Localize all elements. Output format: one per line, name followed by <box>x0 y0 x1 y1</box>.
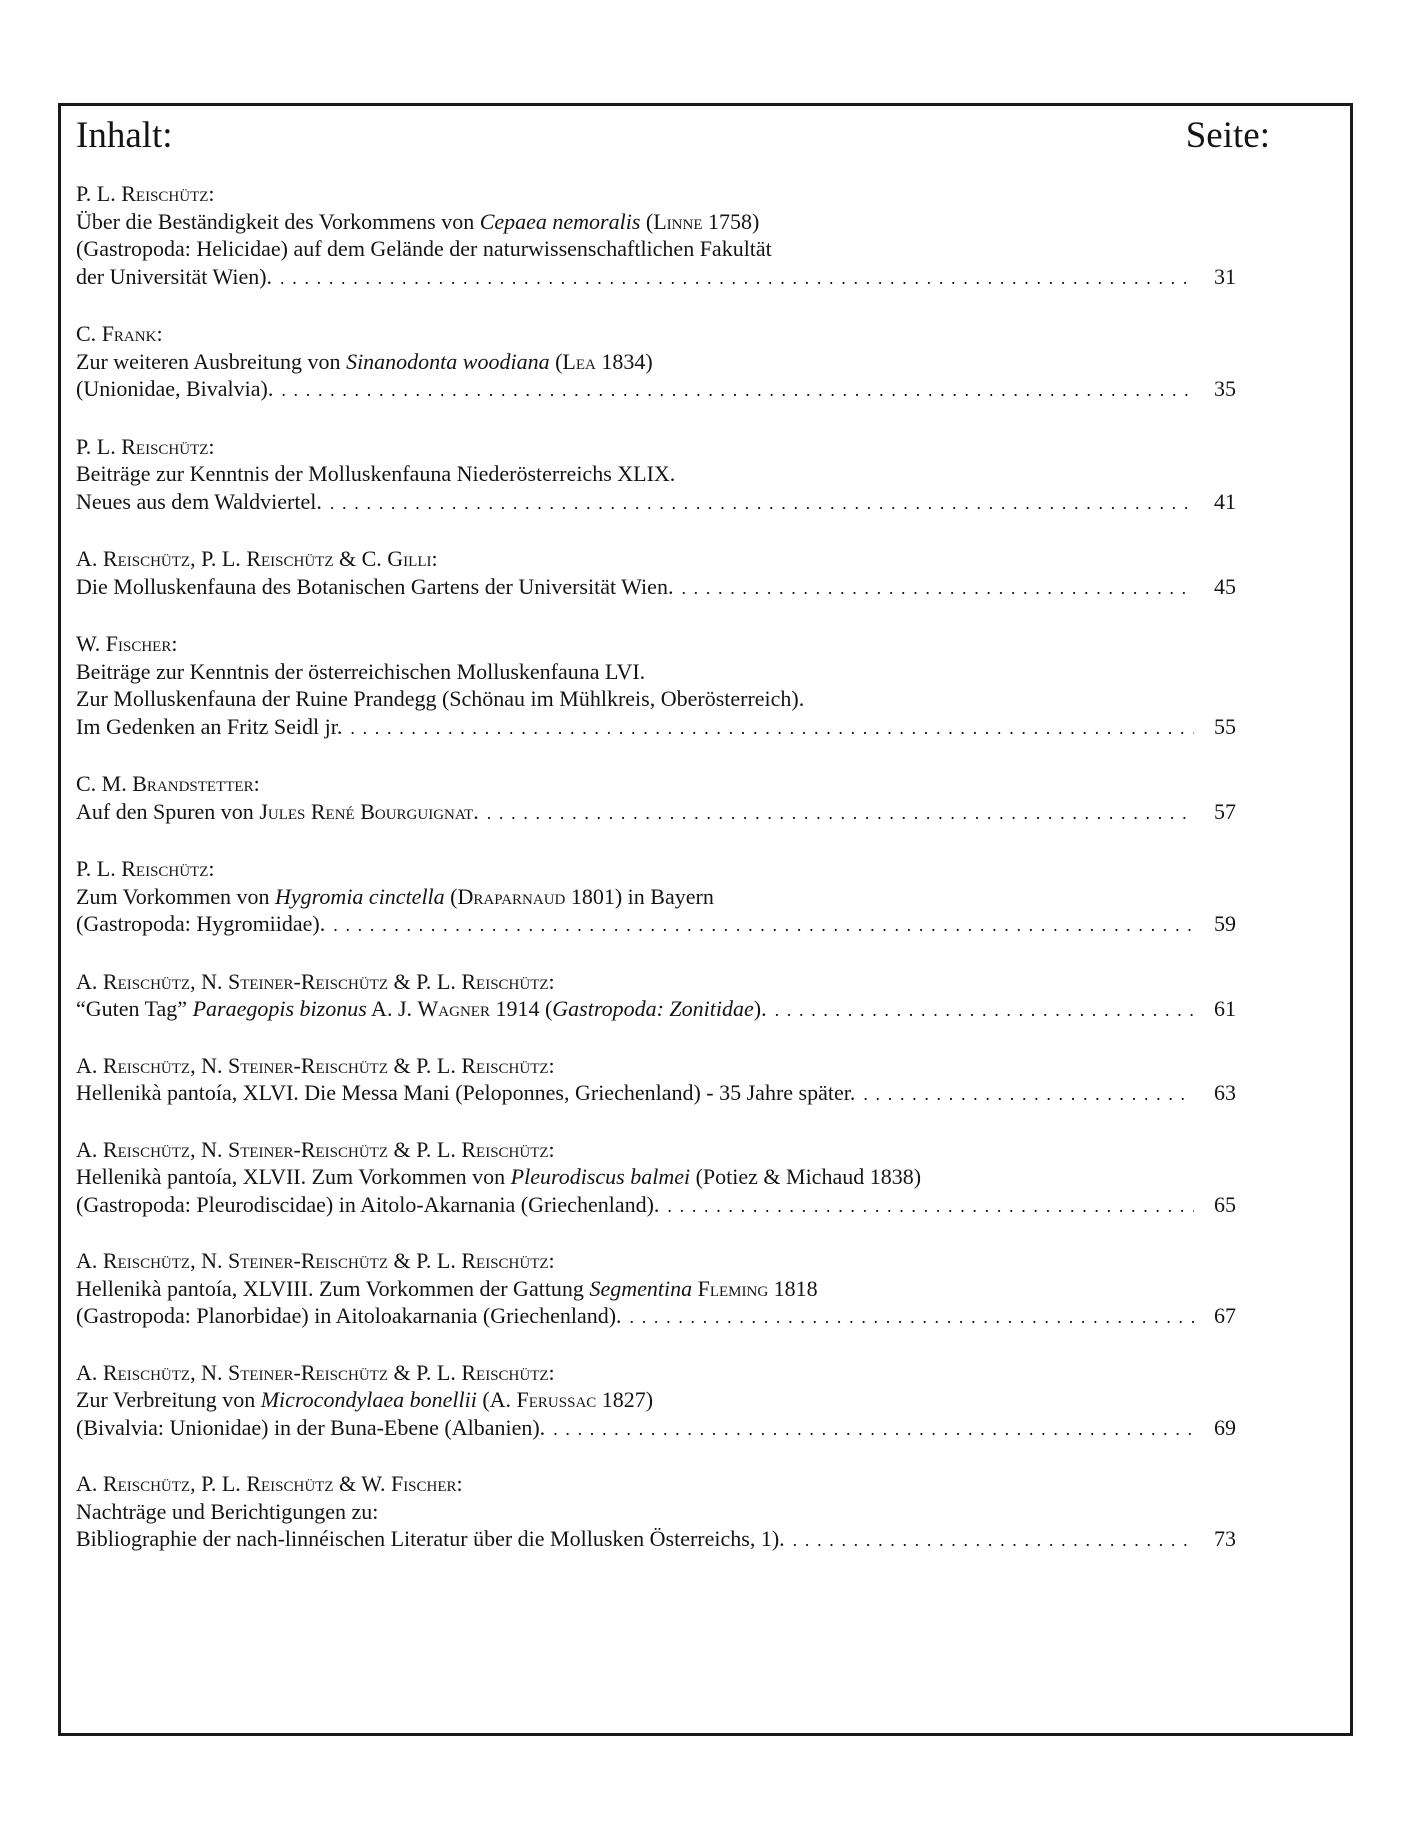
dot-leader <box>330 490 1194 518</box>
toc-entry <box>76 1359 1236 1444</box>
toc-entry <box>76 433 1236 518</box>
entry-title-line <box>76 883 1236 911</box>
title-text <box>76 713 342 741</box>
author-surname: Reischütz <box>461 1136 549 1162</box>
author-surname: Reischütz <box>102 1052 191 1078</box>
title-text <box>76 1414 545 1442</box>
entry-authors <box>76 433 1236 461</box>
entry-title-line <box>76 1525 1236 1555</box>
title-segment: “Guten Tag” <box>76 996 193 1021</box>
dot-leader <box>667 1193 1194 1221</box>
title-segment: 1914 ( <box>489 996 553 1021</box>
title-segment: Bibliographie der nach-linnéischen Literatur über die Mollusken Österreichs, 1). <box>76 1526 785 1551</box>
author-text: & P. L. <box>388 968 462 994</box>
title-segment: 1827) <box>596 1387 654 1412</box>
title-text <box>76 1387 653 1412</box>
author-surname: Steiner-Reischütz <box>227 968 389 994</box>
author-text: : <box>548 1248 555 1273</box>
title-segment: der Universität Wien). <box>76 263 273 289</box>
page-number: 35 <box>1214 376 1236 401</box>
entry-authors <box>76 855 1236 883</box>
title-segment: Nachträge und Berichtigungen zu: <box>76 1498 379 1524</box>
toc-entry <box>76 1247 1236 1332</box>
author-text: & C. <box>333 546 388 571</box>
page-column-heading: Seite: <box>1185 115 1270 156</box>
author-text: A. <box>76 1248 103 1273</box>
author-surname: Reischütz <box>461 1248 549 1273</box>
title-segment: (Gastropoda: Hygromiidae). <box>76 911 326 936</box>
title-segment: Die Molluskenfauna des Botanischen Gartens der Universität Wien. <box>76 573 674 599</box>
toc-entry <box>76 968 1236 1025</box>
entry-authors <box>76 320 1236 348</box>
author-surname: Steiner-Reischütz <box>227 1052 389 1078</box>
title-segment: Über die Beständigkeit des Vorkommens von <box>76 208 480 234</box>
page-number: 73 <box>1214 1526 1236 1551</box>
author-text: A. <box>76 1052 103 1078</box>
author-text: , N. <box>190 1052 228 1078</box>
entry-authors <box>76 1247 1236 1275</box>
entry-title-line <box>76 1275 1236 1303</box>
author-text: : <box>156 321 163 346</box>
title-text <box>76 798 479 826</box>
author-surname: Reischütz <box>121 856 209 881</box>
author-text: & W. <box>333 1471 391 1496</box>
page-number: 69 <box>1214 1414 1236 1440</box>
title-segment: (A. <box>476 1387 517 1412</box>
dot-leader <box>630 1304 1194 1332</box>
title-segment: ( <box>444 883 458 909</box>
title-segment: 1801) in Bayern <box>565 883 714 909</box>
dot-leader <box>553 1416 1194 1444</box>
title-text <box>76 263 272 291</box>
title-text <box>76 659 645 684</box>
dot-leader <box>775 997 1194 1025</box>
title-segment: (Unionidae, Bivalvia). <box>76 376 274 401</box>
author-text: , N. <box>190 968 228 994</box>
author-surname: Fischer <box>390 1471 457 1496</box>
author-text: P. L. <box>76 181 122 206</box>
title-segment: 1758) <box>702 208 760 234</box>
author-text: , N. <box>190 1136 228 1162</box>
title-text <box>76 1164 921 1189</box>
page-number: 63 <box>1214 1080 1236 1105</box>
entry-title-line <box>76 1498 1236 1526</box>
author-name: Jules René Bourguignat <box>259 798 474 824</box>
page-number: 67 <box>1214 1303 1236 1328</box>
author-text: A. <box>76 1359 103 1385</box>
author-text: : <box>548 1136 555 1162</box>
entry-title-line <box>76 1302 1236 1332</box>
author-name: Draparnaud <box>457 883 566 909</box>
taxon-name: Segmentina <box>589 1275 693 1301</box>
author-name: Wagner <box>417 996 490 1021</box>
title-segment: (Gastropoda: Helicidae) auf dem Gelände der naturwissenschaftlichen Fakultät <box>76 236 772 261</box>
title-segment: Zur Verbreitung von <box>76 1387 261 1412</box>
title-segment: 1834) <box>595 348 653 374</box>
author-text: W. <box>76 631 106 656</box>
title-segment: Beiträge zur Kenntnis der Molluskenfauna Niederösterreichs XLIX. <box>76 461 676 486</box>
title-text <box>76 1302 622 1330</box>
page-number: 41 <box>1214 488 1236 514</box>
title-segment: Neues aus dem Waldviertel. <box>76 488 322 514</box>
title-segment: Zur Molluskenfauna der Ruine Prandegg (Schönau im Mühlkreis, Oberösterreich). <box>76 686 805 711</box>
entry-authors <box>76 1359 1236 1387</box>
dot-leader <box>350 715 1194 743</box>
taxon-name: Hygromia cinctella <box>275 883 445 909</box>
title-text <box>76 884 714 909</box>
entry-authors <box>76 545 1236 573</box>
author-text: : <box>548 968 555 994</box>
author-text: A. <box>76 1471 103 1496</box>
toc-entry <box>76 1470 1236 1555</box>
page-number: 31 <box>1214 263 1236 289</box>
toc-entry <box>76 770 1236 827</box>
author-text: : <box>431 546 438 571</box>
author-surname: Gilli <box>387 546 432 571</box>
author-name: Ferussac <box>516 1387 597 1412</box>
author-surname: Steiner-Reischütz <box>227 1359 389 1385</box>
entry-authors <box>76 968 1236 996</box>
title-segment: (Bivalvia: Unionidae) in der Buna-Ebene (Albanien). <box>76 1414 546 1440</box>
title-text <box>76 995 767 1023</box>
page-number: 57 <box>1214 798 1236 824</box>
author-text: : <box>253 771 260 796</box>
title-text <box>76 375 273 403</box>
title-segment: Hellenikà pantoía, XLVII. Zum Vorkommen von <box>76 1164 511 1189</box>
entry-authors <box>76 1052 1236 1080</box>
author-surname: Reischütz <box>246 1471 334 1496</box>
entry-title-line <box>76 375 1236 405</box>
toc-entry <box>76 630 1236 742</box>
author-surname: Reischütz <box>246 546 334 571</box>
title-text <box>76 488 322 516</box>
dot-leader <box>281 377 1194 405</box>
author-text: , N. <box>190 1248 228 1273</box>
author-text: : <box>548 1052 555 1078</box>
author-surname: Reischütz <box>102 1248 191 1273</box>
taxon-name: Sinanodonta woodiana <box>346 348 550 374</box>
entry-title-line <box>76 1163 1236 1191</box>
author-text: A. <box>76 1136 103 1162</box>
entry-title-line <box>76 208 1236 236</box>
entry-title-line <box>76 1079 1236 1109</box>
author-text: , P. L. <box>190 546 247 571</box>
title-segment: Beiträge zur Kenntnis der österreichischen Molluskenfauna LVI. <box>76 658 646 684</box>
title-text <box>76 910 325 938</box>
entry-title-line <box>76 995 1236 1025</box>
contents-heading: Inhalt: <box>76 115 173 156</box>
toc-entry <box>76 1136 1236 1221</box>
title-segment: A. J. <box>366 996 418 1021</box>
entry-authors <box>76 1136 1236 1164</box>
title-segment: 1818 <box>768 1275 818 1301</box>
page-number: 65 <box>1214 1191 1236 1217</box>
entry-title-line <box>76 658 1236 686</box>
title-segment: ). <box>753 996 767 1021</box>
author-surname: Reischütz <box>121 181 209 206</box>
page-number: 55 <box>1214 713 1236 739</box>
author-text: : <box>171 631 178 656</box>
title-text <box>76 1191 659 1219</box>
toc-entry <box>76 855 1236 940</box>
title-text <box>76 686 804 711</box>
title-text <box>76 1276 818 1301</box>
taxon-name: Paraegopis bizonus <box>192 996 367 1021</box>
title-text <box>76 1525 785 1553</box>
title-segment: ( <box>549 348 563 374</box>
dot-leader <box>863 1081 1194 1109</box>
entry-authors <box>76 770 1236 798</box>
dot-leader <box>280 265 1194 293</box>
entry-title-line <box>76 685 1236 713</box>
author-surname: Reischütz <box>102 968 191 994</box>
title-segment: (Gastropoda: Planorbidae) in Aitoloakarnania (Griechenland). <box>76 1303 622 1328</box>
title-text <box>76 349 653 374</box>
toc-list <box>76 180 1236 1555</box>
author-text: & P. L. <box>388 1359 462 1385</box>
author-surname: Steiner-Reischütz <box>227 1248 389 1273</box>
author-text: A. <box>76 968 103 994</box>
title-segment: (Gastropoda: Pleurodiscidae) in Aitolo-Akarnania (Griechenland). <box>76 1191 660 1217</box>
taxon-name: Gastropoda: Zonitidae <box>552 996 754 1021</box>
entry-title-line <box>76 1414 1236 1444</box>
author-name: Fleming <box>697 1275 769 1301</box>
author-text: P. L. <box>76 433 122 459</box>
dot-leader <box>487 800 1194 828</box>
title-segment: Zur weiteren Ausbreitung von <box>76 348 347 374</box>
author-surname: Steiner-Reischütz <box>227 1136 389 1162</box>
author-text: C. M. <box>76 771 133 796</box>
title-text <box>76 1079 855 1107</box>
author-text: : <box>548 1359 555 1385</box>
entry-authors <box>76 1470 1236 1498</box>
page-number: 45 <box>1214 573 1236 599</box>
title-text <box>76 573 673 601</box>
title-segment: ( <box>640 208 654 234</box>
author-text: C. <box>76 321 102 346</box>
entry-title-line <box>76 573 1236 603</box>
author-text: : <box>208 856 215 881</box>
title-segment: (Potiez & Michaud 1838) <box>690 1164 922 1189</box>
author-text: A. <box>76 546 103 571</box>
page-number: 59 <box>1214 911 1236 936</box>
title-segment: Hellenikà pantoía, XLVIII. Zum Vorkommen der Gattung <box>76 1275 590 1301</box>
author-surname: Reischütz <box>102 1359 191 1385</box>
title-text <box>76 236 772 261</box>
author-surname: Reischütz <box>461 1052 549 1078</box>
entry-title-line <box>76 348 1236 376</box>
author-text: : <box>208 181 215 206</box>
entry-authors <box>76 180 1236 208</box>
toc-entry <box>76 1052 1236 1109</box>
author-surname: Reischütz <box>461 1359 549 1385</box>
author-surname: Reischütz <box>121 433 209 459</box>
entry-title-line <box>76 713 1236 743</box>
entry-authors <box>76 630 1236 658</box>
title-segment: Hellenikà pantoía, XLVI. Die Messa Mani (Peloponnes, Griechenland) - 35 Jahre später. <box>76 1080 856 1105</box>
author-surname: Reischütz <box>102 1136 191 1162</box>
dot-leader <box>793 1527 1194 1555</box>
author-text: , N. <box>190 1359 228 1385</box>
dot-leader <box>681 575 1194 603</box>
contents-frame <box>58 103 1353 1736</box>
title-segment: Zum Vorkommen von <box>76 883 276 909</box>
author-surname: Frank <box>101 321 157 346</box>
author-surname: Reischütz <box>102 546 191 571</box>
author-surname: Reischütz <box>102 1471 191 1496</box>
entry-title-line <box>76 798 1236 828</box>
author-text: : <box>456 1471 463 1496</box>
title-segment: . <box>473 798 479 824</box>
title-segment: Im Gedenken an Fritz Seidl jr. <box>76 713 343 739</box>
entry-title-line <box>76 1191 1236 1221</box>
taxon-name: Microcondylaea bonellii <box>260 1387 477 1412</box>
taxon-name: Cepaea nemoralis <box>479 208 641 234</box>
author-surname: Brandstetter <box>132 771 254 796</box>
author-text: & P. L. <box>388 1052 462 1078</box>
author-text: & P. L. <box>388 1136 462 1162</box>
author-text: : <box>208 433 215 459</box>
title-text <box>76 461 675 486</box>
title-segment: Auf den Spuren von <box>76 798 260 824</box>
taxon-name: Pleurodiscus balmei <box>510 1164 691 1189</box>
author-name: Lea <box>562 348 596 374</box>
toc-entry <box>76 180 1236 292</box>
author-surname: Reischütz <box>461 968 549 994</box>
entry-title-line <box>76 263 1236 293</box>
author-text: P. L. <box>76 856 122 881</box>
title-text <box>76 1499 378 1524</box>
entry-title-line <box>76 460 1236 488</box>
entry-title-line <box>76 1386 1236 1414</box>
title-text <box>76 209 759 234</box>
page-number: 61 <box>1214 996 1236 1021</box>
author-surname: Fischer <box>105 631 172 656</box>
entry-title-line <box>76 235 1236 263</box>
author-text: & P. L. <box>388 1248 462 1273</box>
author-text: , P. L. <box>190 1471 247 1496</box>
author-name: Linne <box>653 208 703 234</box>
toc-entry <box>76 320 1236 405</box>
toc-entry <box>76 545 1236 602</box>
dot-leader <box>333 912 1194 940</box>
entry-title-line <box>76 910 1236 940</box>
entry-title-line <box>76 488 1236 518</box>
